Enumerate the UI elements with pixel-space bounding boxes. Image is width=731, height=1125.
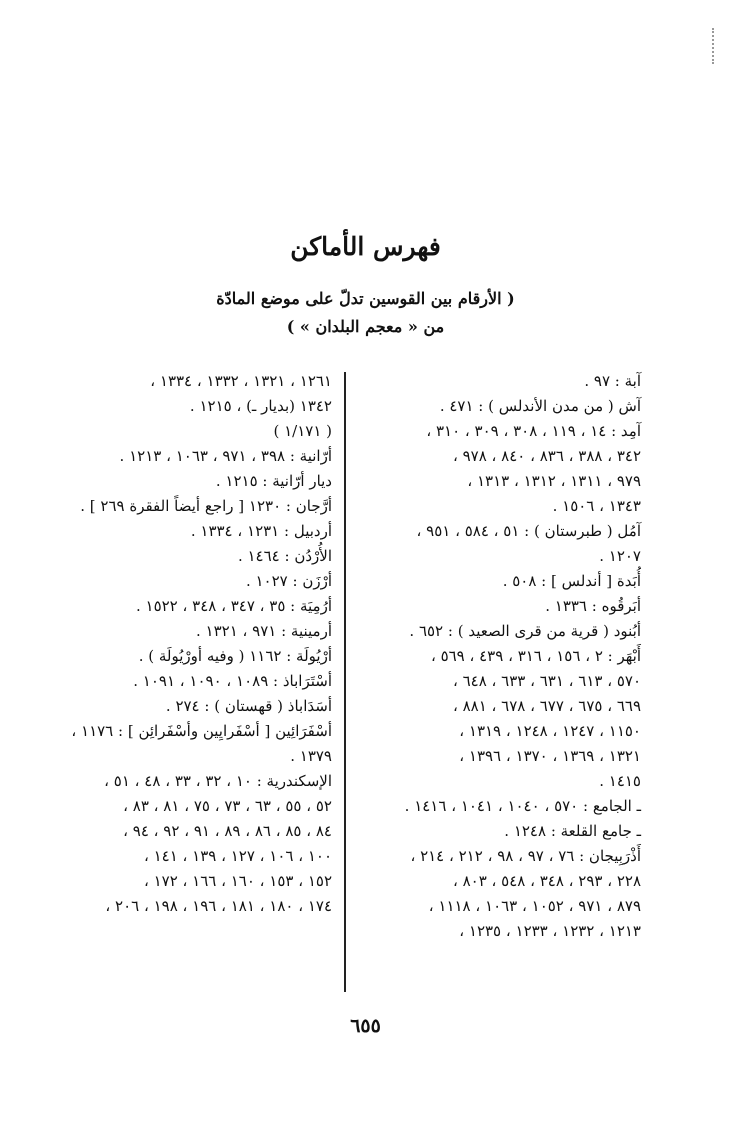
index-line: آمِد : ١٤ ، ١١٩ ، ٣٠٨ ، ٣٠٩ ، ٣١٠ ، [426,422,641,440]
index-line: أسْفَرَائِين [ أسْفَرايِين وأسْفَرائِن ] : ١١٧٦ ، [71,722,332,740]
index-line: ١٣٤٢ (بديار ـ) ، ١٢١٥ . [189,397,332,415]
index-line: ٥٢ ، ٥٥ ، ٦٣ ، ٧٣ ، ٧٥ ، ٨١ ، ٨٣ ، [123,797,332,815]
index-line: أرمينية : ٩٧١ ، ١٣٢١ . [195,622,332,640]
index-line: أردبيل : ١٢٣١ ، ١٣٣٤ . [190,522,332,540]
page-title: فهرس الأماكن [290,232,441,261]
column-divider [344,372,346,992]
index-line: ١٢٠٧ . [599,547,641,565]
index-line: آش ( من مدن الأندلس ) : ٤٧١ . [439,397,641,415]
index-line: أرْيُولَة : ١١٦٢ ( وفيه أورْيُولَة ) . [138,647,332,665]
index-line: ٣٤٢ ، ٣٨٨ ، ٨٣٦ ، ٨٤٠ ، ٩٧٨ ، [452,447,641,465]
index-line: أرُمِيَة : ٣٥ ، ٣٤٧ ، ٣٤٨ ، ١٥٢٢ . [135,597,332,615]
index-line: أُبَدة [ أندلس ] : ٥٠٨ . [502,572,641,590]
index-line: آبة : ٩٧ . [584,372,641,390]
index-line: ٨٧٩ ، ٩٧١ ، ١٠٥٢ ، ١٠٦٣ ، ١١١٨ ، [428,897,641,915]
index-line: ٥٧٠ ، ٦١٣ ، ٦٣١ ، ٦٣٣ ، ٦٤٨ ، [452,672,641,690]
index-line: آمُل ( طبرستان ) : ٥١ ، ٥٨٤ ، ٩٥١ ، [416,522,641,540]
index-line: أسْتَرَاباذ : ١٠٨٩ ، ١٠٩٠ ، ١٠٩١ . [133,672,332,690]
index-line: ١٤١٥ . [599,772,641,790]
index-line: ـ جامع القلعة : ١٢٤٨ . [504,822,641,840]
page-number: ٦٥٥ [350,1015,381,1037]
index-line: الإسكندرية : ١٠ ، ٣٢ ، ٣٣ ، ٤٨ ، ٥١ ، [104,772,332,790]
index-line: ١٢١٣ ، ١٢٣٢ ، ١٢٣٣ ، ١٢٣٥ ، [459,922,641,940]
page-edge-mark [712,28,716,64]
index-line: ٩٧٩ ، ١٣١١ ، ١٣١٢ ، ١٣١٣ ، [467,472,641,490]
index-line: أَبْهَر : ٢ ، ١٥٦ ، ٣١٦ ، ٤٣٩ ، ٥٦٩ ، [430,647,641,665]
index-line: ١٧٤ ، ١٨٠ ، ١٨١ ، ١٩٦ ، ١٩٨ ، ٢٠٦ ، [105,897,332,915]
index-line: أبُنود ( قرية من قرى الصعيد ) : ٦٥٢ . [409,622,641,640]
index-line: أَذْرَبِيجان : ٧٦ ، ٩٧ ، ٩٨ ، ٢١٢ ، ٢١٤ ، [410,847,641,865]
index-line: ١٣٢١ ، ١٣٦٩ ، ١٣٧٠ ، ١٣٩٦ ، [459,747,641,765]
index-line: ١٠٠ ، ١٠٦ ، ١٢٧ ، ١٣٩ ، ١٤١ ، [143,847,332,865]
index-line: ديار أرّانية : ١٢١٥ . [215,472,332,490]
index-line: ٢٢٨ ، ٢٩٣ ، ٣٤٨ ، ٥٤٨ ، ٨٠٣ ، [452,872,641,890]
index-line: ١١٥٠ ، ١٢٤٧ ، ١٢٤٨ ، ١٣١٩ ، [459,722,641,740]
note-line-2: من « معجم البلدان » ) [286,317,445,336]
index-line: ( ١/١٧١ ) [273,422,332,440]
index-line: أرّانية : ٣٩٨ ، ٩٧١ ، ١٠٦٣ ، ١٢١٣ . [119,447,332,465]
index-line: ١٢٦١ ، ١٣٢١ ، ١٣٣٢ ، ١٣٣٤ ، [150,372,332,390]
index-line: ـ الجامع : ٥٧٠ ، ١٠٤٠ ، ١٠٤١ ، ١٤١٦ . [404,797,641,815]
index-line: ٦٦٩ ، ٦٧٥ ، ٦٧٧ ، ٦٧٨ ، ٨٨١ ، [452,697,641,715]
index-line: ١٣٤٣ ، ١٥٠٦ . [552,497,641,515]
note-line-1: ( الأرقام بين القوسين تدلّ على موضع المادّة [216,289,515,308]
index-line: أرَّجان : ١٢٣٠ [ راجع أيضاً الفقرة ٢٦٩ ] . [80,497,332,515]
index-line: الأُرْدُن : ١٤٦٤ . [237,547,332,565]
index-line: أبَرقُوه : ١٣٣٦ . [545,597,641,615]
index-line: ١٣٧٩ . [290,747,332,765]
index-line: ٨٤ ، ٨٥ ، ٨٦ ، ٨٩ ، ٩١ ، ٩٢ ، ٩٤ ، [123,822,332,840]
index-column-left [38,370,332,920]
index-line: أسَدَاباذ ( قهستان ) : ٢٧٤ . [165,697,332,715]
index-line: أرْزَن : ١٠٢٧ . [245,572,332,590]
index-column-right [358,370,641,945]
index-line: ١٥٢ ، ١٥٣ ، ١٦٠ ، ١٦٦ ، ١٧٢ ، [143,872,332,890]
